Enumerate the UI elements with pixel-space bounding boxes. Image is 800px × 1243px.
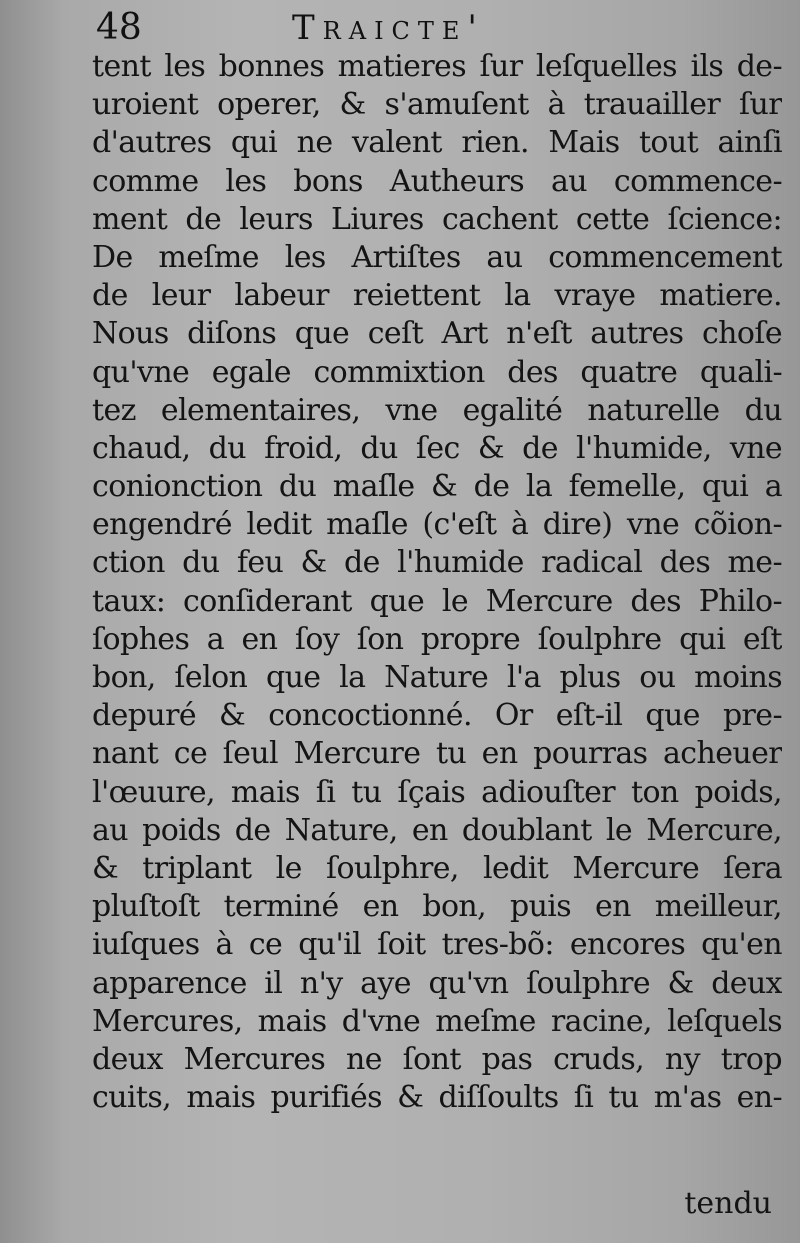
text-line: d'autres qui ne valent rien. Mais tout ainſi <box>92 125 782 161</box>
text-line: deux Mercures ne ſont pas cruds, ny trop <box>92 1041 782 1077</box>
text-line: Nous diſons que ceſt Art n'eſt autres choſe <box>92 316 782 352</box>
text-line: pluſtoſt terminé en bon, puis en meilleur, <box>92 889 782 925</box>
text-line: uroient operer, & s'amuſent à trauailler ſur <box>92 87 782 123</box>
text-line: Mercures, mais d'vne meſme racine, leſquels <box>92 1003 782 1039</box>
text-line: comme les bons Autheurs au commence- <box>92 163 782 199</box>
text-line: ment de leurs Liures cachent cette ſcience: <box>92 201 782 237</box>
page-number: 48 <box>96 7 142 48</box>
text-line: conionction du maſle & de la femelle, qui a <box>92 469 782 505</box>
text-line: apparence il n'y aye qu'vn ſoulphre & deux <box>92 965 782 1001</box>
page-header <box>96 4 696 52</box>
text-line: engendré ledit maſle (c'eſt à dire) vne cõion- <box>92 507 782 543</box>
running-title: Traicte' <box>292 8 485 48</box>
text-line: bon, ſelon que la Nature l'a plus ou moins <box>92 660 782 695</box>
text-line: tez elementaires, vne egalité naturelle du <box>92 392 782 428</box>
text-line: de leur labeur reiettent la vraye matiere. <box>92 278 782 314</box>
body-text <box>92 48 782 1117</box>
text-line: De meſme les Artiſtes au commencement <box>92 239 782 275</box>
text-line: ction du feu & de l'humide radical des me- <box>92 545 782 581</box>
text-line: depuré & concoctionné. Or eſt-il que pre- <box>92 698 782 734</box>
text-line: taux: conſiderant que le Mercure des Philo- <box>92 583 782 619</box>
text-line: chaud, du froid, du ſec & de l'humide, vne <box>92 430 782 466</box>
text-line: ſophes a en ſoy ſon propre ſoulphre qui eſt <box>92 621 782 657</box>
text-line: nant ce ſeul Mercure tu en pourras acheuer <box>92 736 782 772</box>
catchword: tendu <box>684 1186 772 1221</box>
text-line: & triplant le ſoulphre, ledit Mercure ſera <box>92 850 782 886</box>
text-line: au poids de Nature, en doublant le Mercure, <box>92 812 782 848</box>
text-line: qu'vne egale commixtion des quatre quali- <box>92 354 782 390</box>
text-line: iuſques à ce qu'il ſoit tres-bõ: encores qu'en <box>92 927 782 963</box>
text-line: cuits, mais purifiés & diſſoults ſi tu m'as en- <box>92 1080 782 1116</box>
text-line: l'œuure, mais ſi tu ſçais adiouſter ton poids, <box>92 774 782 810</box>
text-line: tent les bonnes matieres ſur leſquelles ils de- <box>92 49 782 84</box>
